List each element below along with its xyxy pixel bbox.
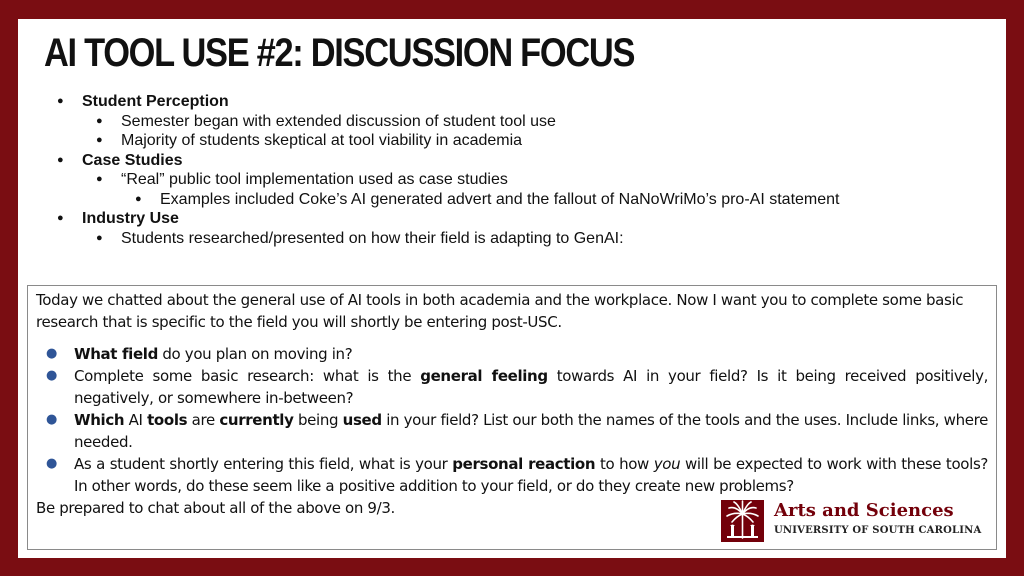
arts-and-sciences-logo xyxy=(721,500,981,542)
bullet-icon: ● xyxy=(46,368,57,383)
question-item xyxy=(36,409,988,453)
question-list xyxy=(36,343,988,497)
palmetto-tree-icon xyxy=(721,500,764,542)
slide xyxy=(18,19,1006,558)
outline-subitem xyxy=(54,131,984,151)
logo-name: Arts and Sciences xyxy=(774,500,954,521)
logo-university: UNIVERSITY OF SOUTH CAROLINA xyxy=(774,525,982,536)
bullet-icon: ● xyxy=(57,95,64,107)
question-item xyxy=(36,365,988,409)
bullet-icon: ● xyxy=(96,173,103,185)
bullet-icon: ● xyxy=(57,212,64,224)
question-text: As a student shortly entering this field, what is your xyxy=(74,455,453,473)
outline-subitem-text: “Real” public tool implementation used as case studies xyxy=(121,171,508,188)
emphasis: used xyxy=(342,411,382,429)
outline-list xyxy=(54,92,984,248)
outline-subsubitem-text: Examples included Coke’s AI generated advert and the fallout of NaNoWriMo’s pro-AI statement xyxy=(160,190,840,208)
bullet-icon: ● xyxy=(135,192,142,205)
emphasis-italic: you xyxy=(653,455,681,473)
outline-subitem xyxy=(54,229,984,249)
outline-subitem xyxy=(54,112,984,132)
question-item xyxy=(36,343,988,365)
question-text: being xyxy=(293,411,343,429)
question-text: do you plan on moving in? xyxy=(157,345,353,363)
bullet-icon: ● xyxy=(96,114,103,127)
question-text: towards AI in your field? Is it being received positively, negatively, or somewhere in-between? xyxy=(74,367,989,407)
emphasis: Which xyxy=(74,411,125,429)
outline-subitem-text: Students researched/presented on how their field is adapting to GenAI: xyxy=(121,229,624,247)
closing-note: Be prepared to chat about all of the above on 9/3. xyxy=(36,499,395,517)
emphasis: general feeling xyxy=(420,367,548,385)
outline-heading: Student Perception xyxy=(82,93,229,110)
outline-heading: Industry Use xyxy=(82,210,179,227)
bullet-icon: ● xyxy=(57,153,64,166)
question-text: Complete some basic research: what is the xyxy=(74,367,421,385)
bullet-icon: ● xyxy=(96,134,103,146)
assignment-intro: Today we chatted about the general use of AI tools in both academia and the workplace. Now I want you to complete some basic research that is specific to the field you will shortly be entering post-USC. xyxy=(36,291,964,331)
question-text: to how xyxy=(595,455,654,473)
slide-title: AI TOOL USE #2: DISCUSSION FOCUS xyxy=(44,31,635,75)
outline-subitem-text: Semester began with extended discussion of student tool use xyxy=(121,112,556,130)
bullet-icon: ● xyxy=(46,456,57,471)
question-text: are xyxy=(187,411,220,429)
question-text: AI xyxy=(124,411,148,429)
question-text: in your field? List our both the names of the tools and the uses. Include links, where needed. xyxy=(74,411,988,451)
emphasis: tools xyxy=(147,411,188,429)
emphasis: What field xyxy=(74,345,158,363)
question-text: will be expected to work with these tools? In other words, do these seem like a positive addition to your field, or do they create new problems? xyxy=(74,455,989,495)
emphasis: currently xyxy=(219,411,294,429)
outline-item-case-studies xyxy=(54,151,984,171)
outline-subitem xyxy=(54,170,984,190)
bullet-icon: ● xyxy=(46,412,57,427)
bullet-icon: ● xyxy=(96,231,103,244)
outline-heading: Case Studies xyxy=(82,151,183,169)
outline-item-student-perception xyxy=(54,92,984,112)
emphasis: personal reaction xyxy=(452,455,596,473)
question-item xyxy=(36,453,988,497)
outline-item-industry-use xyxy=(54,209,984,229)
outline-subsubitem xyxy=(54,190,984,210)
bullet-icon: ● xyxy=(46,346,57,361)
outline-subitem-text: Majority of students skeptical at tool viability in academia xyxy=(121,132,523,149)
